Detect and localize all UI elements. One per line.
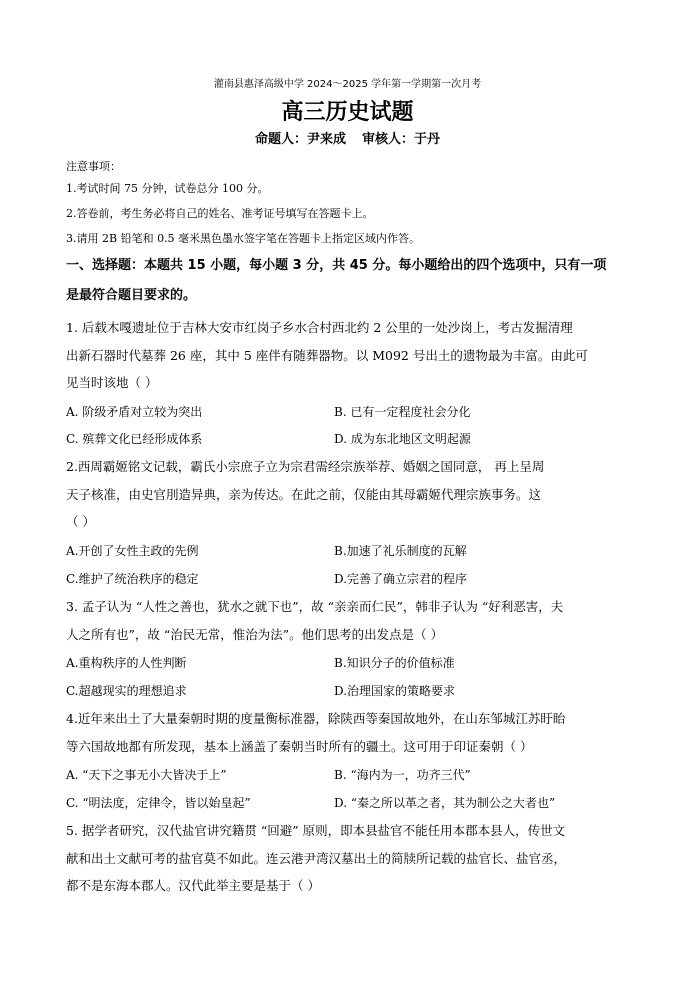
section-heading: 一、选择题：本题共 15 小题，每小题 3 分，共 45 分。每小题给出的四个选项中，只有一项: [66, 258, 607, 273]
notice-heading: 注意事项：: [66, 160, 121, 173]
q1-option-b: B. 已有一定程度社会分化: [334, 405, 471, 419]
q4-option-a: A. “天下之事无小大皆决于上”: [66, 768, 227, 782]
reviewer-name: 审核人：于丹: [362, 132, 441, 147]
question-4-line: 4.近年来出土了大量秦朝时期的度量衡标准器，除陕西等秦国故地外，在山东邹城江苏盱眙: [66, 711, 566, 726]
q3-option-a: A.重构秩序的人性判断: [66, 656, 187, 670]
question-2-line: （ ）: [66, 514, 95, 529]
q3-option-d: D.治理国家的策略要求: [334, 684, 456, 698]
q1-option-a: A. 阶级矛盾对立较为突出: [66, 405, 203, 419]
question-1-line: 见当时该地（ ）: [66, 375, 158, 390]
q1-option-d: D. 成为东北地区文明起源: [334, 432, 471, 446]
q2-option-a: A.开创了女性主政的先例: [66, 544, 199, 558]
exam-title: 灌南县惠泽高级中学 2024～2025 学年第一学期第一次月考: [213, 79, 482, 90]
question-2-line: 天子核准，由史官刖造异典，亲为传达。在此之前，仅能由其母霸姬代理宗族事务。这: [66, 487, 542, 502]
section-heading-cont: 是最符合题目要求的。: [66, 288, 197, 303]
q3-option-c: C.超越现实的理想追求: [66, 684, 187, 698]
q4-option-c: C. “明法度，定律令，皆以始皇起”: [66, 796, 251, 810]
subject-title: 高三历史试题: [281, 100, 414, 125]
q4-option-d: D. “秦之所以革之者，其为制公之大者也”: [334, 796, 556, 810]
q2-option-b: B.加速了礼乐制度的瓦解: [334, 544, 467, 558]
q1-option-c: C. 殡葬文化已经形成体系: [66, 432, 203, 446]
q3-option-b: B.知识分子的价值标准: [334, 656, 455, 670]
author-line: [0, 130, 695, 150]
question-5-line: 都不是东海本郡人。汉代此举主要是基于（ ）: [66, 878, 320, 893]
question-5-line: 5. 据学者研究，汉代盐官讲究籍贯 “回避” 原则，即本县盐官不能任用本郡本县人，传世文: [66, 823, 566, 838]
question-3-line: 人之所有也”，故 “治民无常，惟治为法”。他们思考的出发点是（ ）: [66, 627, 444, 642]
q2-option-c: C.维护了统治秩序的稳定: [66, 572, 199, 586]
notice-item: 1.考试时间 75 分钟，试卷总分 100 分。: [66, 182, 269, 195]
notice-item: 3.请用 2B 铅笔和 0.5 毫米黑色墨水签字笔在答题卡上指定区域内作答。: [66, 232, 421, 245]
setter-name: 命题人：尹来成: [254, 132, 346, 147]
question-2-line: 2.西周霸姬铭文记载，霸氏小宗庶子立为宗君需经宗族举荐、婚姻之国同意， 再上呈周: [66, 459, 545, 474]
question-3-line: 3. 孟子认为 “人性之善也，犹水之就下也”，故 “亲亲而仁民”，韩非子认为 “好利恶害，夫: [66, 599, 564, 614]
q2-option-d: D.完善了确立宗君的程序: [334, 572, 468, 586]
q4-option-b: B. “海内为一，功齐三代”: [334, 768, 471, 782]
question-1-line: 出新石器时代墓葬 26 座，其中 5 座伴有随葬器物。以 M092 号出土的遗物最为丰富。由此可: [66, 348, 588, 363]
notice-item: 2.答卷前，考生务必将自己的姓名、准考证号填写在答题卡上。: [66, 207, 374, 220]
question-4-line: 等六国故地都有所发现，基本上涵盖了秦朝当时所有的疆土。这可用于印证秦朝（ ）: [66, 739, 533, 754]
question-5-line: 献和出土文献可考的盐官莫不如此。连云港尹湾汉墓出土的简牍所记载的盐官长、盐官丞，: [66, 851, 567, 866]
question-1-line: 1. 后载木嘎遗址位于吉林大安市红岗子乡水合村西北约 2 公里的一处沙岗上，考古发掘清理: [66, 320, 573, 335]
